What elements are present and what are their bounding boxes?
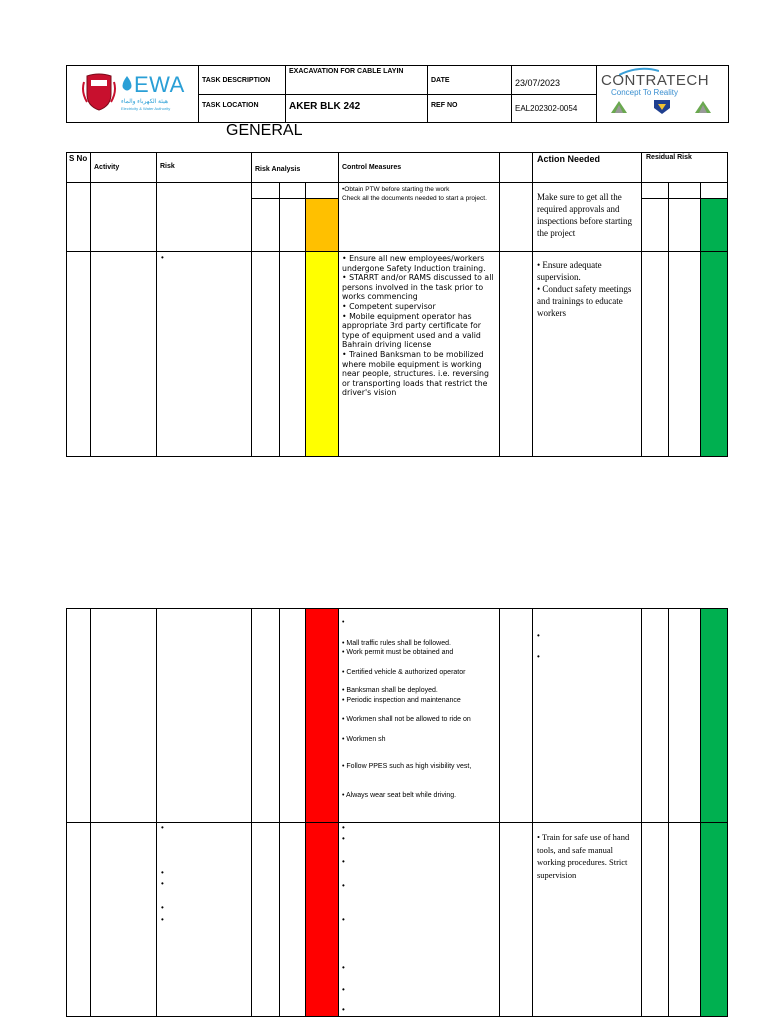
action-line: • xyxy=(537,652,540,661)
row2-ra-a xyxy=(252,252,280,457)
control-line: • xyxy=(342,915,345,924)
row3-s-no xyxy=(67,609,91,823)
header-s-no: S No xyxy=(67,153,91,183)
row1-residual-green xyxy=(701,199,728,252)
row2-s-no xyxy=(67,252,91,457)
row3-ra-a xyxy=(252,609,280,823)
row3-rr-a xyxy=(642,609,669,823)
row1-ra-b xyxy=(280,183,306,199)
table-row xyxy=(67,823,728,1017)
row4-rr-b xyxy=(669,823,701,1017)
row3-rr-b xyxy=(669,609,701,823)
ewa-logo-text: EWA xyxy=(134,72,185,97)
contratech-name: CONTRATECH xyxy=(601,72,710,89)
row2-control-measures: • Ensure all new employees/workers undergone Safety Induction training. • STARRT and/or RAMS discussed to all persons involved in the task prior to works commencing • Competent supervisor • Mobile equipment operator has appropriate 3rd party certificate for type of equipment used and a valid Bahrain driving license • Trained Banksman to be mobilized where mobile equipment is working near people, structures. i.e. reversing or transporting loads that restrict the driver's vision xyxy=(339,252,500,457)
ewa-logo xyxy=(81,70,201,118)
header-risk-analysis: Risk Analysis xyxy=(252,153,339,183)
table-row xyxy=(67,609,728,823)
control-line: • Workmen shall not be allowed to ride on xyxy=(342,716,471,723)
ewa-logo-english: Electricity & Water Authority xyxy=(121,106,171,111)
control-line: • xyxy=(342,985,345,994)
row4-risk-rating-red xyxy=(306,823,339,1017)
row2-activity xyxy=(91,252,157,457)
certification-badge-2 xyxy=(652,98,672,116)
row3-blank xyxy=(500,609,533,823)
row1-risk xyxy=(157,183,252,252)
row4-risk xyxy=(157,823,252,1017)
header-action-needed: Action Needed xyxy=(533,153,642,183)
risk-line: • xyxy=(161,823,164,832)
row1-ra-e xyxy=(280,199,306,252)
control-line: • xyxy=(342,823,345,832)
control-line: • xyxy=(342,619,345,626)
date-value: 23/07/2023 xyxy=(511,66,596,94)
risk-line: • xyxy=(161,868,164,877)
row2-rr-a xyxy=(642,252,669,457)
task-location-label: TASK LOCATION xyxy=(198,94,285,122)
table-row xyxy=(67,252,728,457)
table-row xyxy=(67,183,728,199)
row1-ra-d xyxy=(252,199,280,252)
row3-risk-rating-red xyxy=(306,609,339,823)
risk-assessment-table-bottom xyxy=(66,608,728,1017)
section-title: GENERAL xyxy=(226,122,303,139)
control-line: • Always wear seat belt while driving. xyxy=(342,792,457,799)
row1-ra-c xyxy=(306,183,339,199)
row3-control-measures xyxy=(339,609,500,823)
control-line: • xyxy=(342,963,345,972)
row4-control-measures xyxy=(339,823,500,1017)
row2-risk: • xyxy=(157,252,252,457)
row2-blank xyxy=(500,252,533,457)
table-header-row xyxy=(67,153,728,183)
task-location-value: AKER BLK 242 xyxy=(285,94,427,122)
header-residual-risk: Residual Risk xyxy=(642,153,728,183)
row4-blank xyxy=(500,823,533,1017)
header-blank xyxy=(500,153,533,183)
risk-assessment-table-top xyxy=(66,152,728,457)
contratech-logo xyxy=(596,66,728,122)
control-line: • xyxy=(342,1005,345,1014)
row3-residual-green xyxy=(701,609,728,823)
row2-residual-green xyxy=(701,252,728,457)
control-line: • Mall traffic rules shall be followed. xyxy=(342,640,451,647)
control-line: • Periodic inspection and maintenance xyxy=(342,697,461,704)
control-line: • Certified vehicle & authorized operator xyxy=(342,669,466,676)
row4-residual-green xyxy=(701,823,728,1017)
header-risk: Risk xyxy=(157,153,252,183)
row1-rr-a xyxy=(642,183,669,199)
ref-no-label: REF NO xyxy=(427,94,511,122)
row4-s-no xyxy=(67,823,91,1017)
control-line: • Follow PPES such as high visibility vest, xyxy=(342,763,472,770)
control-line: • xyxy=(342,834,345,843)
row3-ra-b xyxy=(280,609,306,823)
header-activity: Activity xyxy=(91,153,157,183)
row4-rr-a xyxy=(642,823,669,1017)
row1-control-measures: •Obtain PTW before starting the work Check all the documents needed to start a project. xyxy=(339,183,500,252)
control-line: • xyxy=(342,857,345,866)
row1-activity xyxy=(91,183,157,252)
control-line: • Workmen sh xyxy=(342,736,386,743)
row2-action-needed: • Ensure adequate supervision. • Conduct safety meetings and trainings to educate workers xyxy=(533,252,642,457)
certification-badge-1 xyxy=(609,99,629,115)
control-line: • Work permit must be obtained and xyxy=(342,649,454,656)
row4-activity xyxy=(91,823,157,1017)
task-description-value: EXACAVATION FOR CABLE LAYIN xyxy=(285,66,427,94)
document-header xyxy=(66,65,729,123)
row1-risk-rating-orange xyxy=(306,199,339,252)
row1-action-needed: Make sure to get all the required approvals and inspections before starting the project xyxy=(533,183,642,252)
certification-badge-3 xyxy=(693,99,713,115)
row1-ra-a xyxy=(252,183,280,199)
row4-ra-a xyxy=(252,823,280,1017)
ref-no-value: EAL202302-0054 xyxy=(511,94,596,122)
row1-blank xyxy=(500,183,533,252)
row1-rr-d xyxy=(642,199,669,252)
row4-ra-b xyxy=(280,823,306,1017)
row1-rr-c xyxy=(701,183,728,199)
task-description-label: TASK DESCRIPTION xyxy=(198,66,285,94)
row2-rr-b xyxy=(669,252,701,457)
row2-risk-rating-yellow xyxy=(306,252,339,457)
contratech-tagline: Concept To Reality xyxy=(611,88,678,97)
row4-action-needed: • Train for safe use of hand tools, and safe manual working procedures. Strict supervision xyxy=(533,823,642,1017)
row3-risk xyxy=(157,609,252,823)
row1-rr-b xyxy=(669,183,701,199)
row1-s-no xyxy=(67,183,91,252)
risk-line: • xyxy=(161,879,164,888)
control-line: • xyxy=(342,881,345,890)
row1-rr-e xyxy=(669,199,701,252)
header-control-measures: Control Measures xyxy=(339,153,500,183)
action-line: • xyxy=(537,631,540,640)
risk-line: • xyxy=(161,915,164,924)
water-drop-icon xyxy=(121,76,133,92)
bahrain-emblem-icon xyxy=(81,72,117,112)
control-line: • Banksman shall be deployed. xyxy=(342,687,438,694)
ewa-logo-arabic: هيئة الكهرباء والماء xyxy=(121,99,169,105)
row3-activity xyxy=(91,609,157,823)
row3-action-needed xyxy=(533,609,642,823)
row2-ra-b xyxy=(280,252,306,457)
risk-line: • xyxy=(161,903,164,912)
date-label: DATE xyxy=(427,66,511,94)
